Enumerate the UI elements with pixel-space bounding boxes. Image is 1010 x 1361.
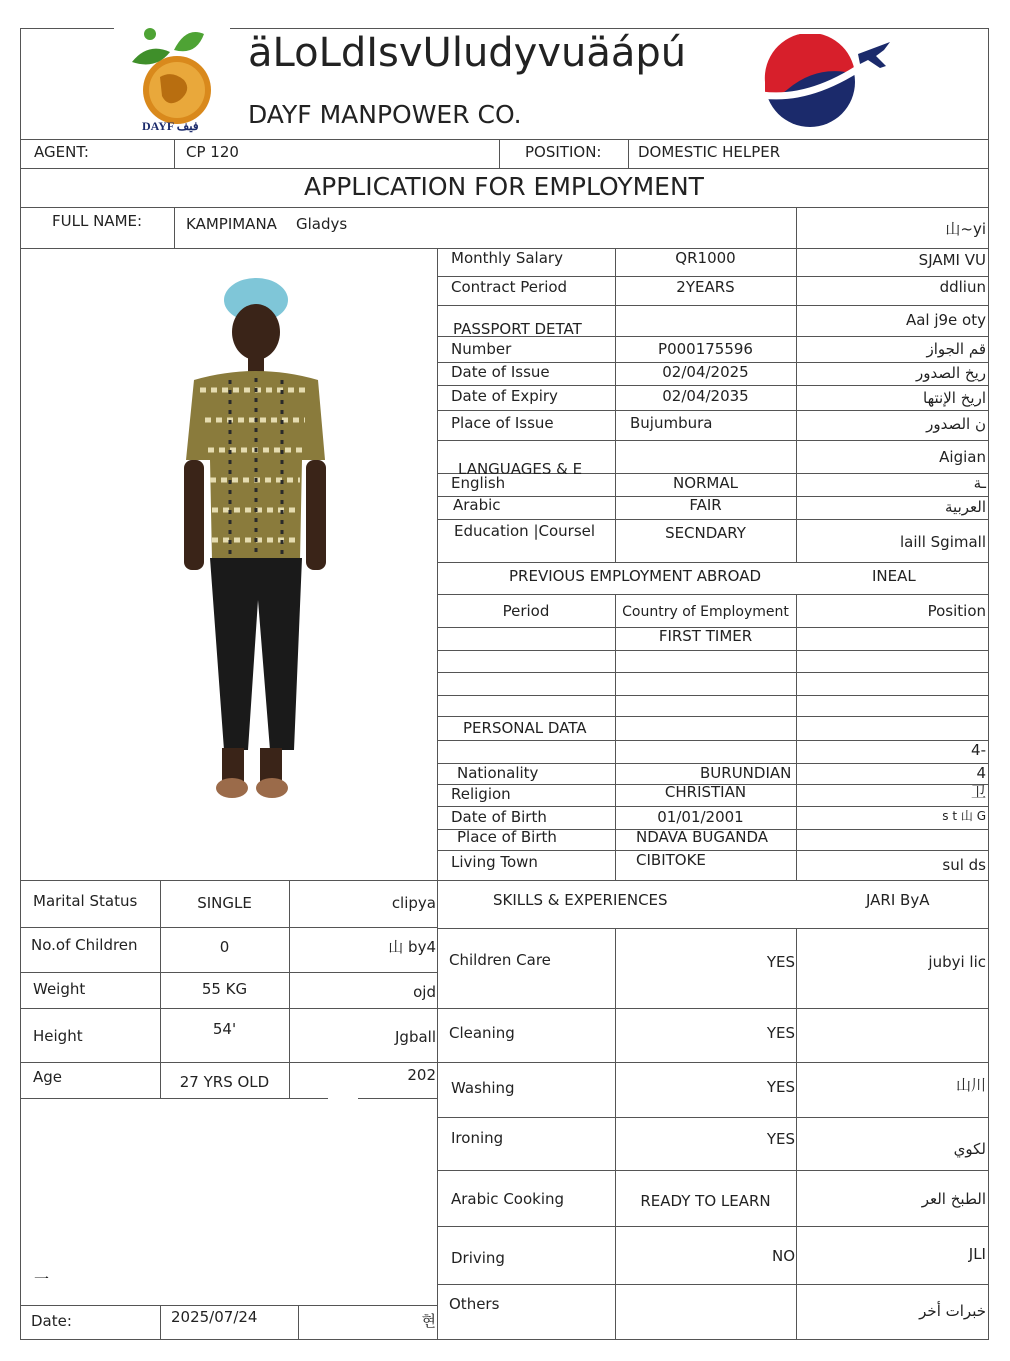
cooking-arabic: الطبخ العر bbox=[921, 1190, 986, 1208]
cleaning-value: YES bbox=[766, 1024, 795, 1042]
passport-number-value: P000175596 bbox=[658, 340, 753, 358]
children-arabic: 山 by4 bbox=[388, 938, 436, 956]
english-arabic: ـة bbox=[973, 474, 986, 492]
children-care-arabic: jubyi lic bbox=[928, 953, 986, 971]
english-label: English bbox=[451, 474, 506, 492]
religion-arabic: 卫 bbox=[970, 783, 986, 801]
expiry-date-value: 02/04/2035 bbox=[662, 387, 749, 405]
period-header: Period bbox=[502, 602, 550, 620]
personal-header: PERSONAL DATA bbox=[463, 719, 587, 737]
education-arabic: laill Sgimall bbox=[900, 533, 986, 551]
nationality-label: Nationality bbox=[457, 764, 539, 782]
issue-date-value: 02/04/2025 bbox=[662, 363, 749, 381]
nationality-arabic: 4 bbox=[976, 764, 986, 782]
children-care-label: Children Care bbox=[449, 951, 551, 969]
issue-date-arabic: ريخ الصدور bbox=[916, 364, 986, 382]
age-value: 27 YRS OLD bbox=[179, 1073, 270, 1091]
education-value: SECNDARY bbox=[665, 524, 746, 542]
ironing-value: YES bbox=[766, 1130, 795, 1148]
agent-value: CP 120 bbox=[186, 143, 239, 161]
driving-arabic: JLI bbox=[968, 1245, 986, 1263]
issue-date-label: Date of Issue bbox=[451, 363, 550, 381]
children-care-value: YES bbox=[766, 953, 795, 971]
place-issue-arabic: ن الصدور bbox=[926, 415, 986, 433]
agent-label: AGENT: bbox=[34, 143, 89, 161]
skills-header-arabic: JARI ByA bbox=[866, 891, 930, 909]
washing-arabic: 山川 bbox=[955, 1076, 986, 1094]
cleaning-label: Cleaning bbox=[449, 1024, 515, 1042]
living-arabic: sul ds bbox=[942, 856, 986, 874]
dob-arabic: s t 山 G bbox=[942, 809, 986, 823]
driving-label: Driving bbox=[451, 1249, 505, 1267]
prev-emp-header: PREVIOUS EMPLOYMENT ABROAD bbox=[509, 567, 762, 585]
contract-value: 2YEARS bbox=[676, 278, 735, 296]
weight-value: 55 KG bbox=[201, 980, 248, 998]
marital-value: SINGLE bbox=[197, 894, 252, 912]
arabic-company-title: äLoLdIsvUludyvuäápú bbox=[248, 30, 687, 76]
place-issue-label: Place of Issue bbox=[451, 414, 554, 432]
arabic-lang-arabic: العربية bbox=[945, 498, 986, 516]
skills-header: SKILLS & EXPERIENCES bbox=[493, 891, 668, 909]
full-name-arabic: 山~yi bbox=[945, 220, 986, 238]
height-value: 54' bbox=[212, 1020, 237, 1038]
country-header: Country of Employment bbox=[622, 604, 789, 620]
languages-arabic: Aigian bbox=[939, 448, 986, 466]
marital-arabic: clipya bbox=[391, 894, 436, 912]
height-arabic: Jgball bbox=[395, 1028, 436, 1046]
form-title: APPLICATION FOR EMPLOYMENT bbox=[304, 172, 704, 201]
cooking-label: Arabic Cooking bbox=[451, 1190, 565, 1208]
full-name-label: FULL NAME: bbox=[52, 212, 143, 230]
dayf-logo bbox=[112, 22, 232, 137]
age-arabic: 202 bbox=[407, 1066, 436, 1084]
first-timer-value: FIRST TIMER bbox=[658, 627, 753, 645]
passport-number-label: Number bbox=[451, 340, 512, 358]
airplane-globe-icon bbox=[748, 34, 896, 130]
living-label: Living Town bbox=[451, 853, 538, 871]
passport-arabic: Aal j9e oty bbox=[905, 311, 986, 329]
height-label: Height bbox=[33, 1027, 83, 1045]
dob-label: Date of Birth bbox=[451, 808, 547, 826]
position-value: DOMESTIC HELPER bbox=[638, 143, 781, 161]
washing-value: YES bbox=[766, 1078, 795, 1096]
svg-text:DAYF فيف: DAYF فيف bbox=[142, 119, 199, 133]
religion-value: CHRISTIAN bbox=[664, 783, 747, 801]
languages-header: LANGUAGES & E bbox=[458, 460, 583, 478]
ironing-label: Ironing bbox=[451, 1129, 504, 1147]
passport-number-arabic: قم الجواز bbox=[926, 340, 986, 358]
nationality-value: BURUNDIAN bbox=[700, 764, 792, 782]
age-label: Age bbox=[33, 1068, 63, 1086]
marital-label: Marital Status bbox=[33, 892, 138, 910]
contract-label: Contract Period bbox=[451, 278, 568, 296]
date-value: 2025/07/24 bbox=[171, 1308, 258, 1326]
date-arabic: 현 bbox=[421, 1312, 436, 1330]
weight-arabic: ojd bbox=[413, 983, 436, 1001]
living-value: CIBITOKE bbox=[636, 851, 706, 869]
applicant-photo bbox=[160, 270, 350, 810]
dob-value: 01/01/2001 bbox=[657, 808, 744, 826]
arabic-lang-value: FAIR bbox=[689, 496, 722, 514]
place-issue-value: Bujumbura bbox=[630, 414, 713, 432]
prev-emp-arabic: INEAL bbox=[872, 567, 916, 585]
salary-value: QR1000 bbox=[675, 249, 736, 267]
position-header: Position bbox=[927, 602, 986, 620]
cooking-value: READY TO LEARN bbox=[640, 1192, 771, 1210]
weight-label: Weight bbox=[33, 980, 86, 998]
contract-arabic: ddliun bbox=[939, 278, 986, 296]
salary-arabic: SJAMI VU bbox=[918, 251, 986, 269]
others-label: Others bbox=[449, 1295, 500, 1313]
personal-arabic: 4- bbox=[971, 741, 986, 759]
passport-header: PASSPORT DETAT bbox=[453, 320, 582, 338]
driving-value: NO bbox=[771, 1247, 795, 1265]
english-value: NORMAL bbox=[672, 474, 738, 492]
expiry-date-arabic: اريخ الإنتها bbox=[923, 389, 986, 407]
expiry-date-label: Date of Expiry bbox=[451, 387, 558, 405]
salary-label: Monthly Salary bbox=[451, 249, 563, 267]
washing-label: Washing bbox=[451, 1079, 515, 1097]
children-value: 0 bbox=[219, 938, 230, 956]
date-label: Date: bbox=[31, 1312, 72, 1330]
pob-value: NDAVA BUGANDA bbox=[636, 828, 769, 846]
others-arabic: خبرات أخر bbox=[919, 1302, 986, 1320]
arabic-lang-label: Arabic bbox=[453, 496, 501, 514]
position-label: POSITION: bbox=[525, 143, 602, 161]
pob-label: Place of Birth bbox=[457, 828, 557, 846]
religion-label: Religion bbox=[451, 785, 511, 803]
education-label: Education |Coursel bbox=[454, 522, 596, 540]
company-name: DAYF MANPOWER CO. bbox=[248, 100, 522, 129]
full-name-value: KAMPIMANA Gladys bbox=[186, 215, 348, 233]
children-label: No.of Children bbox=[31, 936, 138, 954]
dash-mark: 一 bbox=[34, 1270, 50, 1288]
ironing-arabic: لكوي bbox=[953, 1140, 986, 1158]
